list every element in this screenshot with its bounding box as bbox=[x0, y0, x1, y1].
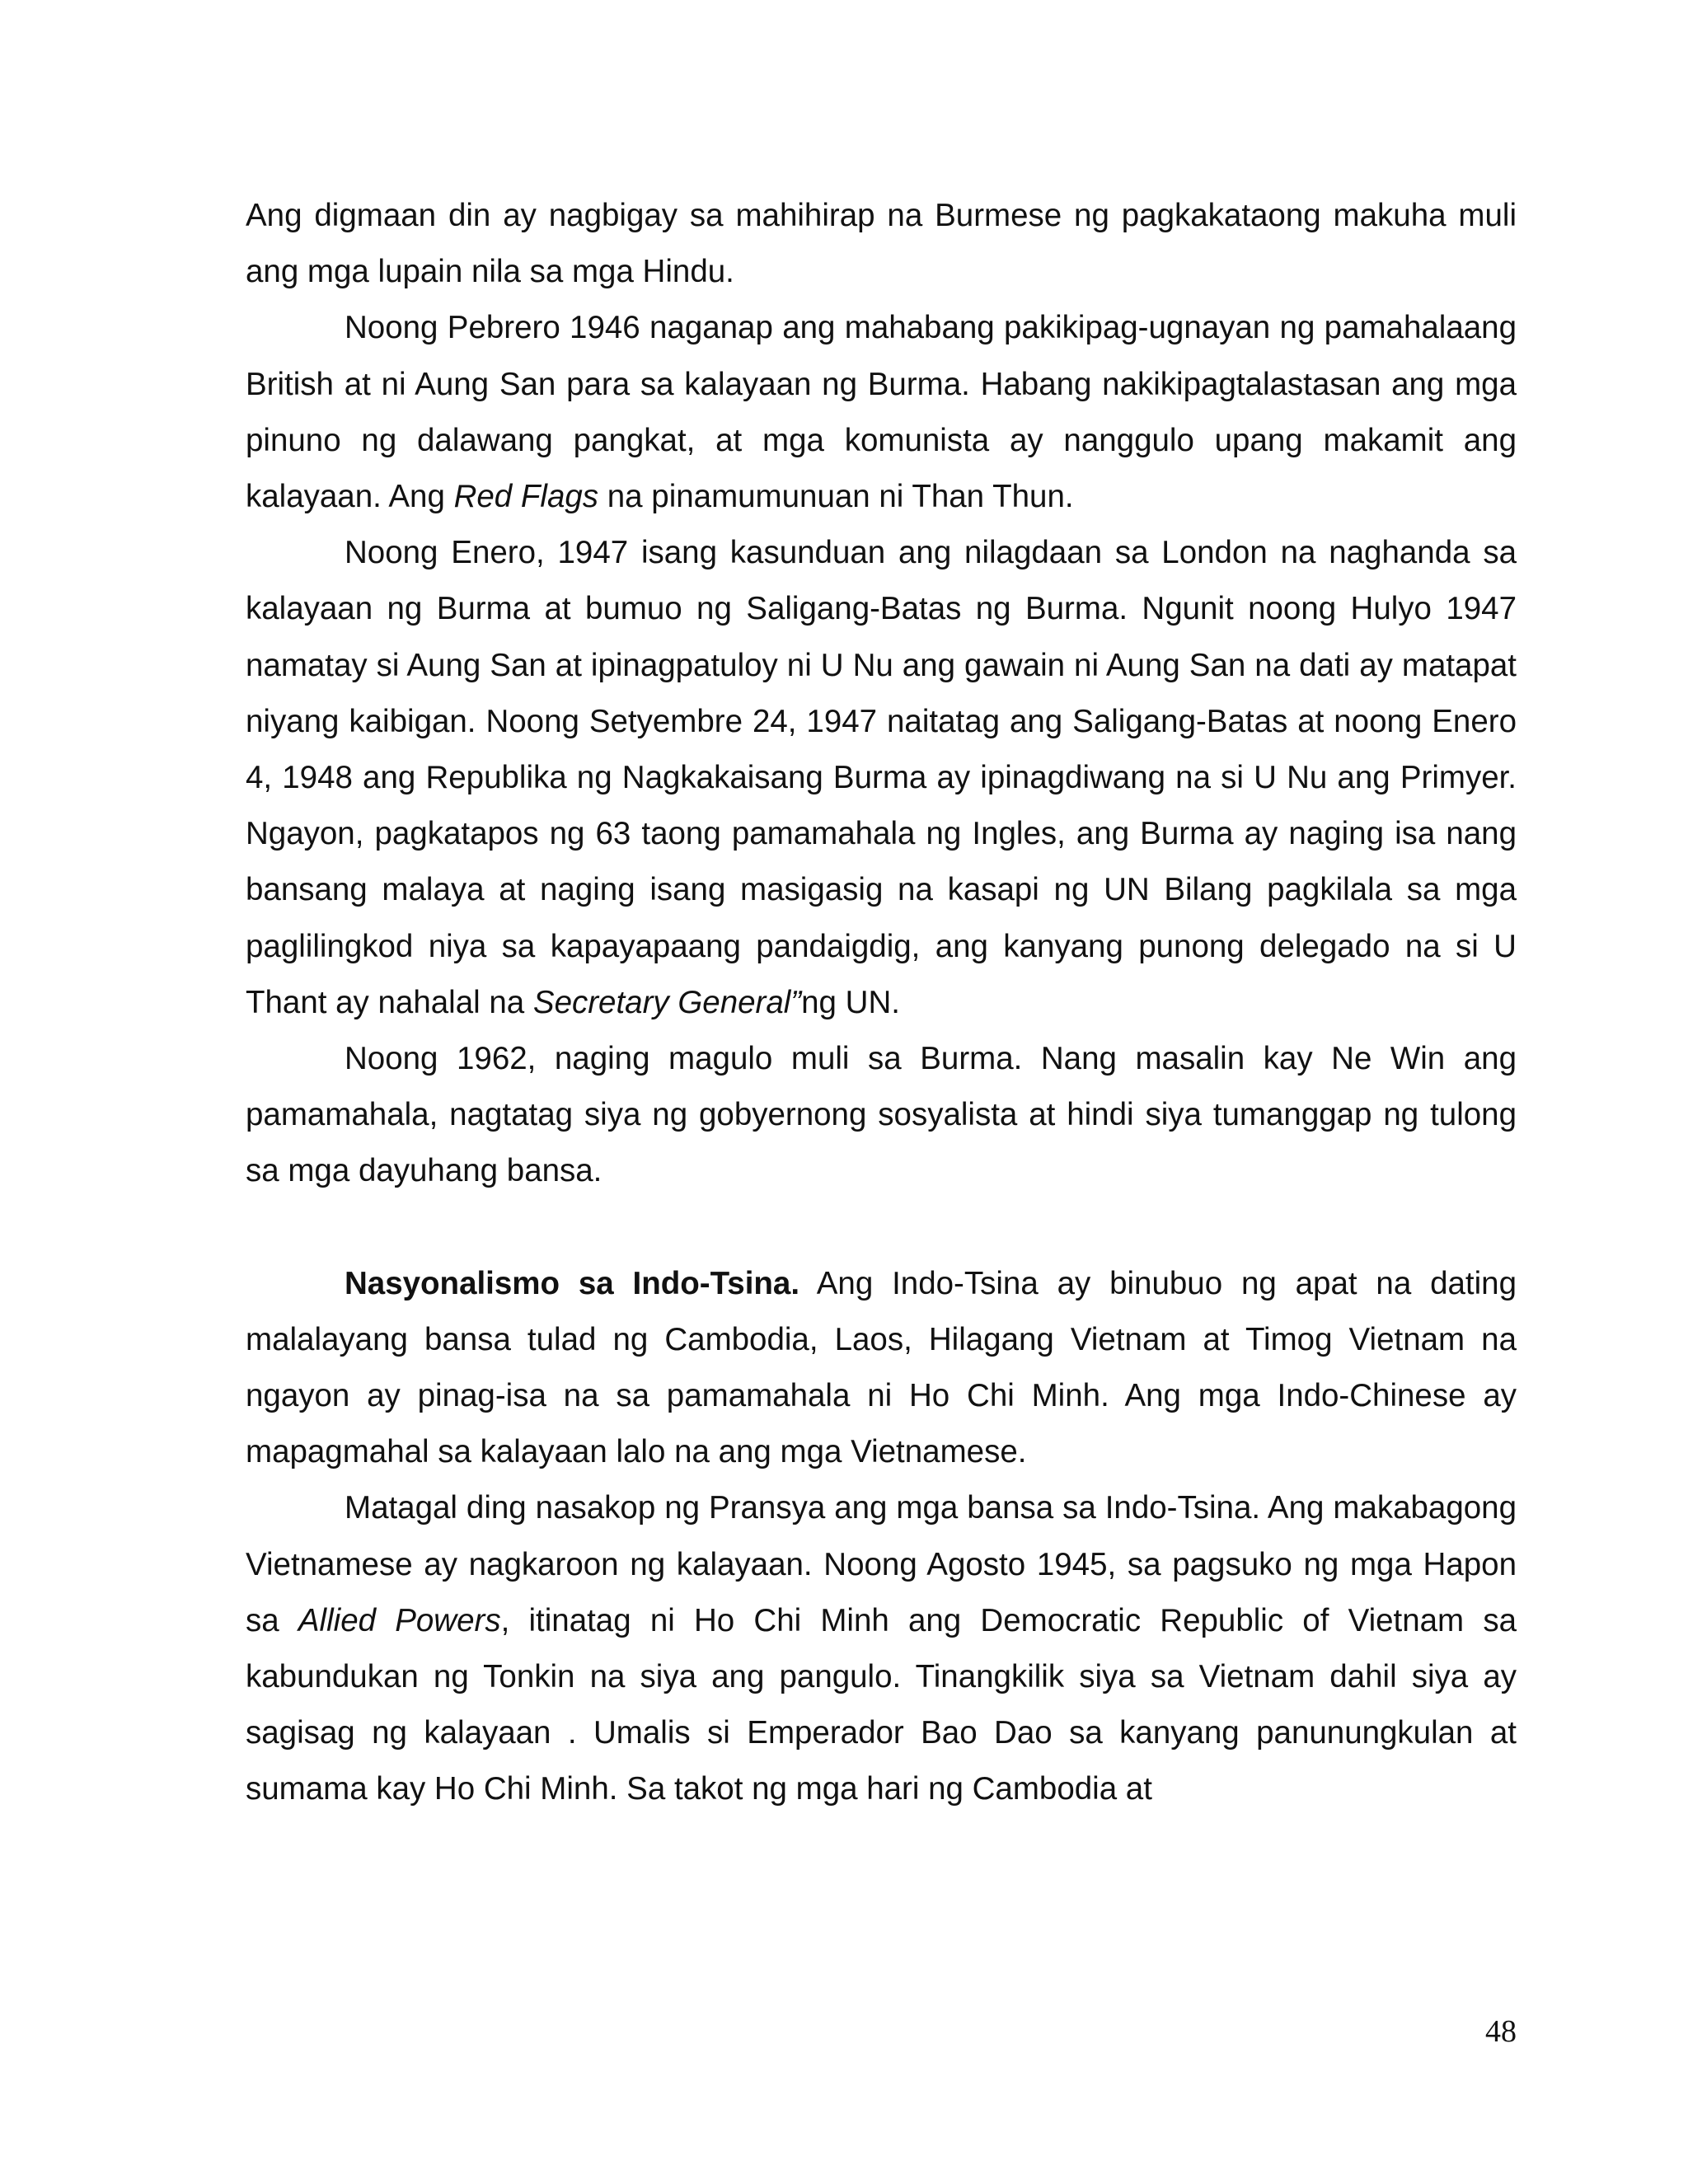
paragraph-text: Noong 1962, naging magulo muli sa Burma. Nang masalin kay Ne Win ang pamamahala, nagtatag siya ng gobyernong sosyalista at hindi siya tumanggap ng tulong sa mga dayuhang bansa. bbox=[246, 1041, 1517, 1189]
paragraph-war-burmese bbox=[246, 188, 1517, 300]
page-number: 48 bbox=[1485, 2014, 1517, 2049]
paragraph-french-rule bbox=[246, 1480, 1517, 1817]
paragraph-text: Noong Enero, 1947 isang kasunduan ang nilagdaan sa London na naghanda sa kalayaan ng Burma at bumuo ng Saligang-Batas ng Burma. Ngunit noong Hulyo 1947 namatay si Aung San at ipinagpatuloy ni U Nu ang gawain ni Aung San na dati ay matapat niyang kaibigan. Noong Setyembre 24, 1947 naitatag ang Saligang-Batas at noong Enero 4, 1948 ang Republika ng Nagkakaisang Burma ay ipinagdiwang na si U Nu ang Primyer. Ngayon, pagkatapos ng 63 taong pamamahala ng Ingles, ang Burma ay naging isa nang bansang malaya at naging isang masigasig na kasapi ng UN Bilang pagkilala sa mga paglilingkod niya sa kapayapaang pandaigdig, ang kanyang punong delegado na si U Thant ay nahalal na bbox=[246, 535, 1517, 1020]
paragraph-indochina-nationalism bbox=[246, 1256, 1517, 1481]
italic-term: Allied Powers bbox=[298, 1602, 501, 1638]
paragraph-1962 bbox=[246, 1031, 1517, 1200]
italic-term: Red Flags bbox=[453, 479, 599, 515]
paragraph-text: Noong Pebrero 1946 naganap ang mahabang pakikipag-ugnayan ng pamahalaang British at ni Aung San para sa kalayaan ng Burma. Habang nakikipagtalastasan ang mga pinuno ng dalawang pangkat, at mga komunista ay nanggulo upang makamit ang kalayaan. Ang bbox=[246, 310, 1517, 515]
section-heading: Nasyonalismo sa Indo-Tsina. bbox=[345, 1265, 800, 1301]
paragraph-january-1947 bbox=[246, 525, 1517, 1031]
paragraph-text: ng UN. bbox=[801, 984, 900, 1020]
document-body bbox=[246, 188, 1517, 1818]
paragraph-february-1946 bbox=[246, 300, 1517, 525]
paragraph-text: na pinamumunuan ni Than Thun. bbox=[598, 479, 1074, 515]
paragraph-text: Matagal ding nasakop ng Pransya ang mga bansa sa Indo-Tsina. Ang makabagong Vietnamese ay nagkaroon ng kalayaan. Noong Agosto 1945, sa pagsuko ng mga Hapon sa bbox=[246, 1490, 1517, 1638]
paragraph-text: , itinatag ni Ho Chi Minh ang Democratic Republic of Vietnam sa kabundukan ng Tonkin na siya ang pangulo. Tinangkilik siya sa Vietnam dahil siya ay sagisag ng kalayaan . Umalis si Emperador Bao Dao sa kanyang panunungkulan at sumama kay Ho Chi Minh. Sa takot ng mga hari ng Cambodia at bbox=[246, 1602, 1517, 1807]
italic-term: Secretary General” bbox=[532, 984, 802, 1020]
paragraph-text: Ang digmaan din ay nagbigay sa mahihirap na Burmese ng pagkakataong makuha muli ang mga lupain nila sa mga Hindu. bbox=[246, 198, 1517, 290]
paragraph-text: Ang Indo-Tsina ay binubuo ng apat na dating malalayang bansa tulad ng Cambodia, Laos, Hilagang Vietnam at Timog Vietnam na ngayon ay pinag-isa na sa pamamahala ni Ho Chi Minh. Ang mga Indo-Chinese ay mapagmahal sa kalayaan lalo na ang mga Vietnamese. bbox=[246, 1265, 1517, 1470]
